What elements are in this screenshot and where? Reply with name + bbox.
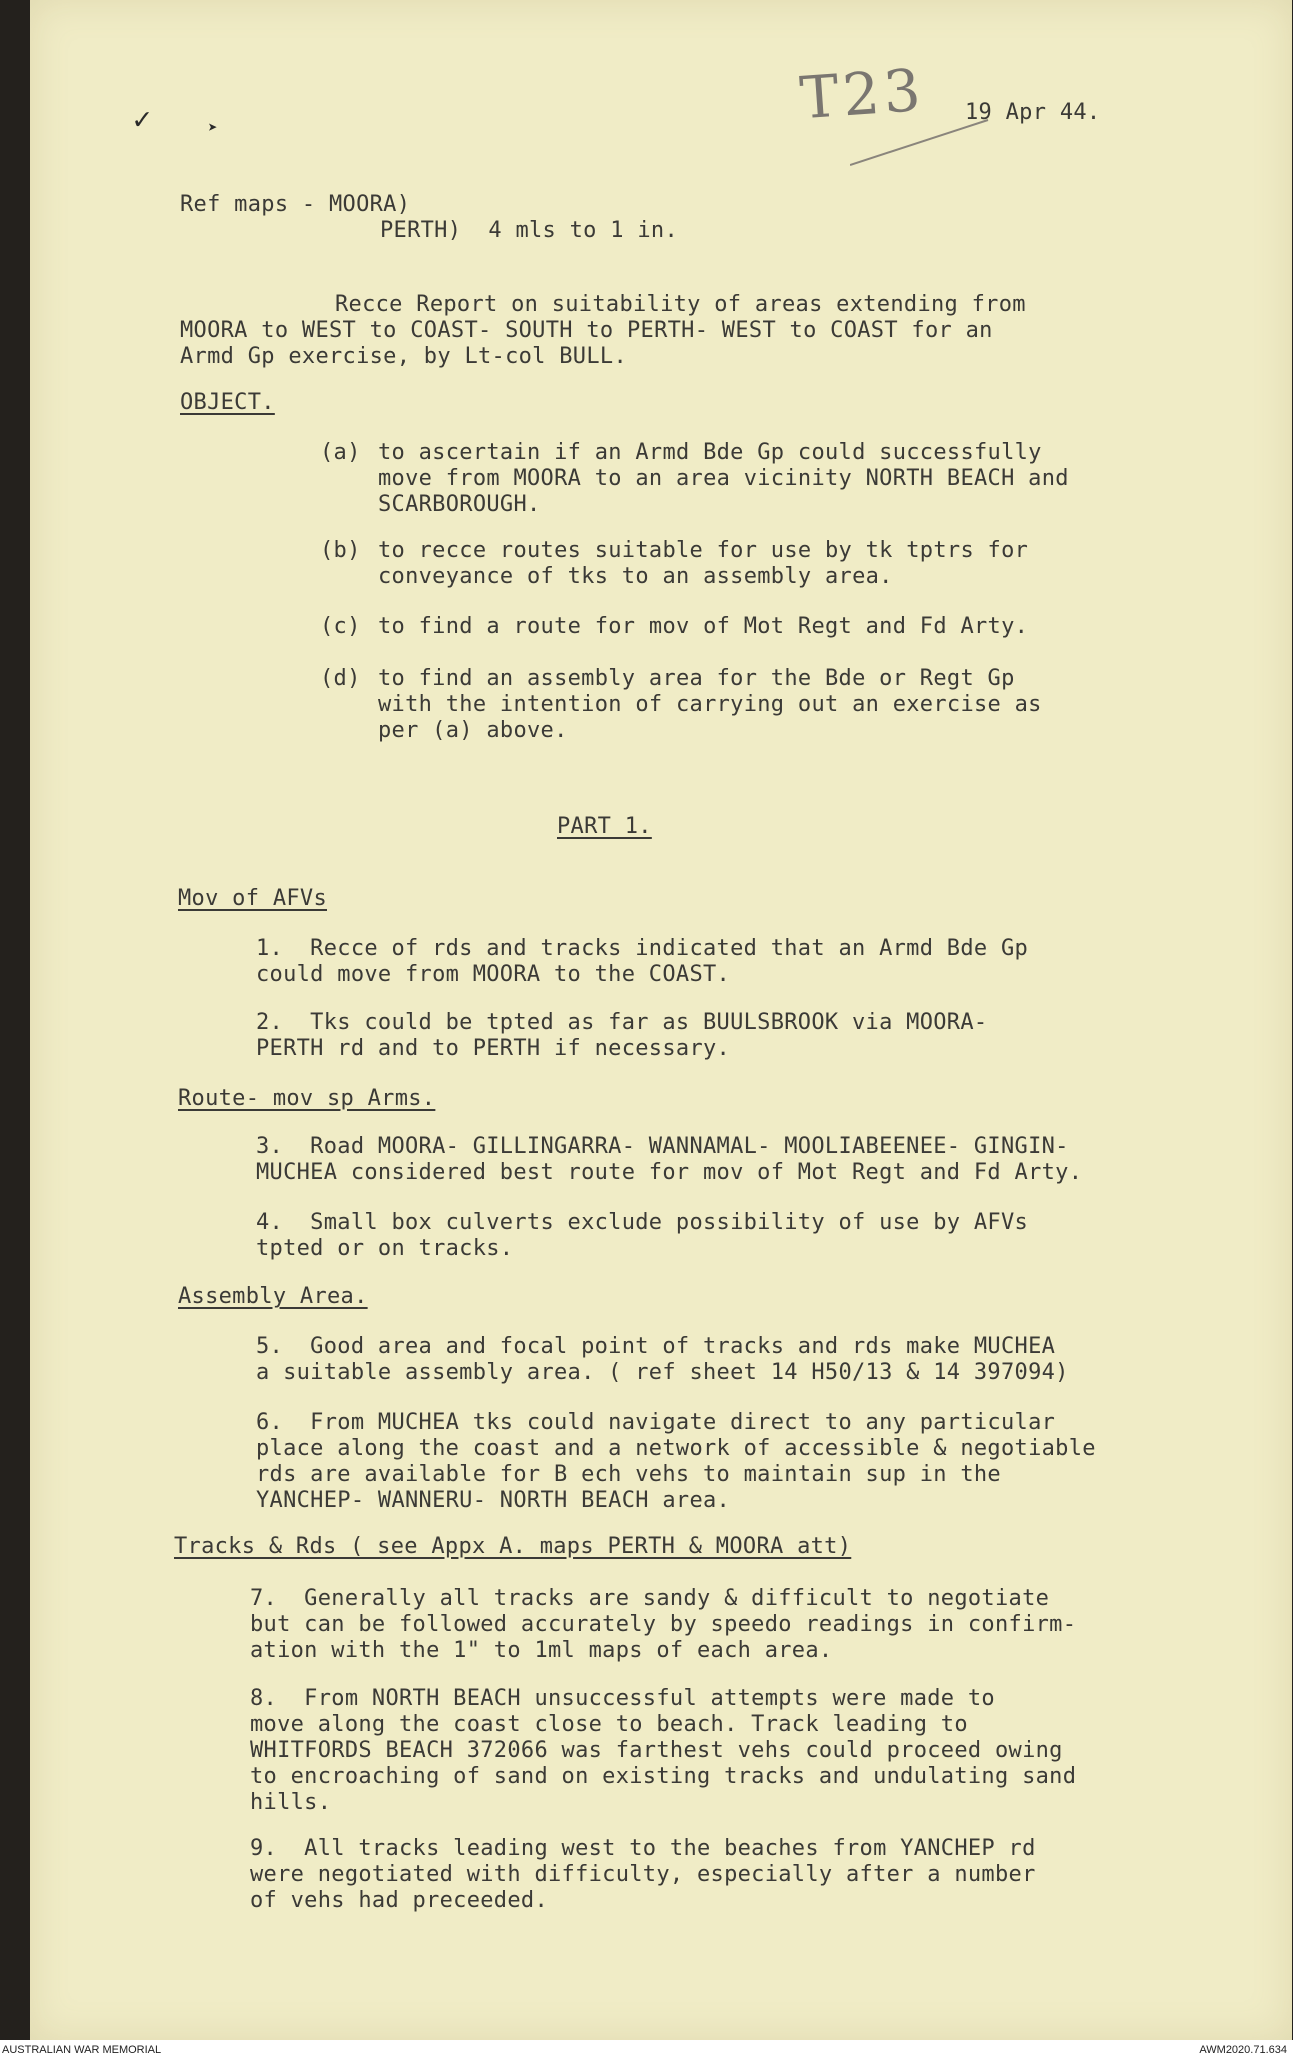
object-d-label: (d) bbox=[320, 666, 361, 691]
para-line: move along the coast close to beach. Track leading to bbox=[250, 1712, 968, 1737]
object-a-line: SCARBOROUGH. bbox=[378, 492, 541, 517]
para-line: of vehs had preceeded. bbox=[250, 1888, 548, 1913]
pencil-tick-icon: ✓ bbox=[133, 102, 152, 137]
ref-maps-line-1: Ref maps - MOORA) bbox=[180, 192, 411, 217]
para-line: tpted or on tracks. bbox=[256, 1236, 514, 1261]
para-line: PERTH rd and to PERTH if necessary. bbox=[256, 1036, 731, 1061]
para-line: 4. Small box culverts exclude possibility of use by AFVs bbox=[256, 1210, 1029, 1235]
object-b-line: to recce routes suitable for use by tk tptrs for bbox=[378, 538, 1029, 563]
intro-line-1: Recce Report on suitability of areas extending from bbox=[335, 292, 1026, 317]
object-b-label: (b) bbox=[320, 538, 361, 563]
object-d-line: per (a) above. bbox=[378, 718, 568, 743]
document-date: 19 Apr 44. bbox=[965, 100, 1101, 125]
archive-footer bbox=[0, 2040, 1293, 2061]
object-a-line: to ascertain if an Armd Bde Gp could successfully bbox=[378, 440, 1042, 465]
section-heading: Tracks & Rds ( see Appx A. maps PERTH & MOORA att) bbox=[174, 1534, 852, 1559]
para-line: MUCHEA considered best route for mov of Mot Regt and Fd Arty. bbox=[256, 1160, 1083, 1185]
para-line: place along the coast and a network of accessible & negotiable bbox=[256, 1436, 1096, 1461]
para-line: WHITFORDS BEACH 372066 was farthest vehs could proceed owing bbox=[250, 1738, 1063, 1763]
object-heading: OBJECT. bbox=[180, 390, 275, 415]
para-line: could move from MOORA to the COAST. bbox=[256, 962, 731, 987]
section-heading: Route- mov sp Arms. bbox=[178, 1086, 436, 1111]
para-line: 2. Tks could be tpted as far as BUULSBROOK via MOORA- bbox=[256, 1010, 988, 1035]
para-line: 8. From NORTH BEACH unsuccessful attempts were made to bbox=[250, 1686, 995, 1711]
para-line: 3. Road MOORA- GILLINGARRA- WANNAMAL- MOOLIABEENEE- GINGIN- bbox=[256, 1134, 1069, 1159]
footer-institution: AUSTRALIAN WAR MEMORIAL bbox=[2, 2044, 162, 2056]
handwritten-reference: T23 bbox=[797, 55, 927, 133]
para-line: hills. bbox=[250, 1790, 332, 1815]
object-c-line: to find a route for mov of Mot Regt and Fd Arty. bbox=[378, 614, 1029, 639]
para-line: a suitable assembly area. ( ref sheet 14 H50/13 & 14 397094) bbox=[256, 1360, 1069, 1385]
footer-accession-number: AWM2020.71.634 bbox=[1199, 2044, 1287, 2056]
pencil-mark-icon: ➤ bbox=[208, 118, 218, 137]
para-line: ation with the 1" to 1ml maps of each area. bbox=[250, 1638, 833, 1663]
section-heading: Mov of AFVs bbox=[178, 886, 327, 911]
para-line: 5. Good area and focal point of tracks and rds make MUCHEA bbox=[256, 1334, 1056, 1359]
para-line: were negotiated with difficulty, especially after a number bbox=[250, 1862, 1036, 1887]
object-c-label: (c) bbox=[320, 614, 361, 639]
part-heading: PART 1. bbox=[557, 814, 652, 839]
para-line: 1. Recce of rds and tracks indicated that an Armd Bde Gp bbox=[256, 936, 1029, 961]
object-d-line: with the intention of carrying out an exercise as bbox=[378, 692, 1042, 717]
para-line: 9. All tracks leading west to the beaches from YANCHEP rd bbox=[250, 1836, 1036, 1861]
object-a-label: (a) bbox=[320, 440, 361, 465]
para-line: 6. From MUCHEA tks could navigate direct to any particular bbox=[256, 1410, 1056, 1435]
intro-line-2: MOORA to WEST to COAST- SOUTH to PERTH- WEST to COAST for an bbox=[180, 318, 993, 343]
ref-maps-line-2: PERTH) 4 mls to 1 in. bbox=[380, 218, 678, 243]
object-a-line: move from MOORA to an area vicinity NORTH BEACH and bbox=[378, 466, 1069, 491]
object-d-line: to find an assembly area for the Bde or Regt Gp bbox=[378, 666, 1015, 691]
para-line: but can be followed accurately by speedo readings in confirm- bbox=[250, 1612, 1077, 1637]
intro-line-3: Armd Gp exercise, by Lt-col BULL. bbox=[180, 344, 627, 369]
para-line: rds are available for B ech vehs to maintain sup in the bbox=[256, 1462, 1001, 1487]
para-line: YANCHEP- WANNERU- NORTH BEACH area. bbox=[256, 1488, 731, 1513]
object-b-line: conveyance of tks to an assembly area. bbox=[378, 564, 893, 589]
section-heading: Assembly Area. bbox=[178, 1284, 368, 1309]
document-page bbox=[30, 0, 1292, 2040]
para-line: to encroaching of sand on existing tracks and undulating sand bbox=[250, 1764, 1077, 1789]
para-line: 7. Generally all tracks are sandy & difficult to negotiate bbox=[250, 1586, 1050, 1611]
